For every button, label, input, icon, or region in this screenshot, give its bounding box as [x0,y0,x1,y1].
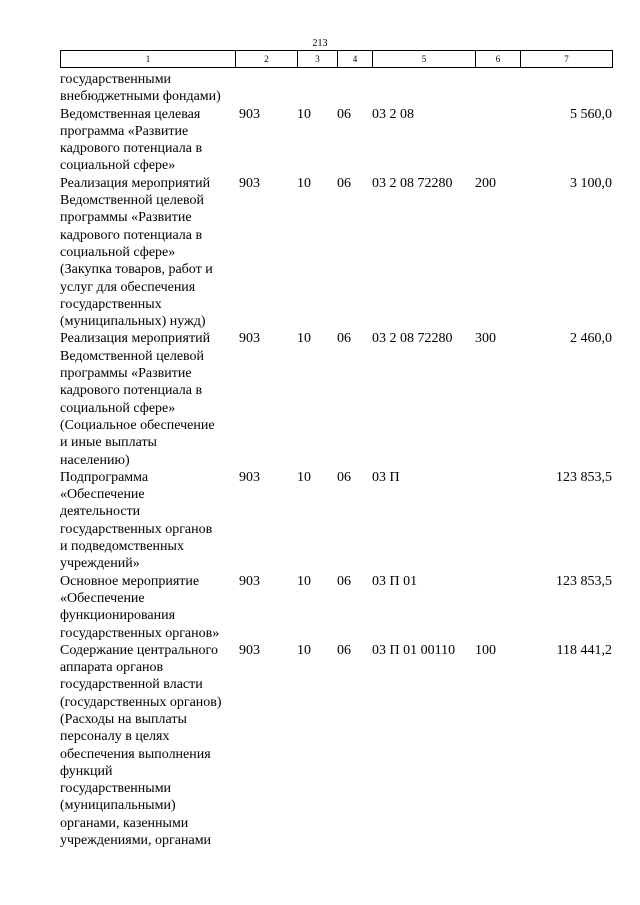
row-sum: 5 560,0 [570,106,612,122]
row-grbs: 903 [239,331,260,347]
row-csr: 03 П 01 [372,573,418,589]
row-csr: 03 2 08 72280 [372,331,453,347]
row-csr [372,71,475,106]
row-grbs: 903 [239,642,260,658]
row-vr [475,106,520,175]
row-sum: 123 853,5 [556,573,612,589]
page-number: 213 [312,38,328,49]
row-pr: 06 [337,642,351,658]
column-number-header [60,50,613,68]
row-grbs: 903 [239,106,260,122]
row-vr [475,71,520,106]
table-row [60,330,612,468]
row-pr: 06 [337,469,351,485]
row-grbs [235,71,297,106]
row-rz: 10 [297,175,311,191]
row-name: Ведомственная целевая программа «Развитие кадрового потенциала в социальной сфере» [60,106,203,174]
row-sum [520,71,612,106]
row-pr: 06 [337,573,351,589]
table-row [60,469,612,573]
budget-table [60,71,612,849]
row-name: Реализация мероприятий Ведомственной целевой программы «Развитие кадрового потенциала в социальной сфере» (Социальное обеспечение и иные выплаты населению) [60,331,215,468]
table-row [60,106,612,175]
row-rz: 10 [297,331,311,347]
table-row [60,175,612,331]
table-row [60,642,612,850]
col-header-5: 5 [373,51,476,68]
row-grbs: 903 [239,573,260,589]
col-header-3: 3 [298,51,338,68]
row-sum: 118 441,2 [556,642,612,658]
col-header-6: 6 [476,51,521,68]
row-name: государственными внебюджетными фондами) [60,72,221,105]
row-name: Содержание центрального аппарата органов государственной власти (государственных органов) (Расходы на выплаты персоналу в целях обеспечения выполнения функций государственными (муниципальными) органами, казенными учреждениями, органами [60,642,222,849]
row-vr: 100 [475,642,496,658]
table-row [60,573,612,642]
row-sum: 123 853,5 [556,469,612,485]
col-header-1: 1 [61,51,236,68]
row-rz: 10 [297,573,311,589]
row-pr: 06 [337,331,351,347]
col-header-7: 7 [521,51,613,68]
row-grbs: 903 [239,469,260,485]
row-pr [337,71,372,106]
row-vr [475,573,520,642]
row-sum: 3 100,0 [570,175,612,191]
row-csr: 03 2 08 72280 [372,175,453,191]
row-vr: 300 [475,331,496,347]
row-grbs: 903 [239,175,260,191]
row-vr [475,469,520,573]
row-sum: 2 460,0 [570,331,612,347]
row-vr: 200 [475,175,496,191]
row-pr: 06 [337,175,351,191]
row-pr: 06 [337,106,351,122]
row-csr: 03 П 01 00110 [372,642,456,658]
row-rz: 10 [297,469,311,485]
row-csr: 03 П [372,469,400,485]
row-name: Основное мероприятие «Обеспечение функционирования государственных органов» [60,573,220,641]
table-row [60,71,612,106]
row-name: Реализация мероприятий Ведомственной целевой программы «Развитие кадрового потенциала в социальной сфере» (Закупка товаров, работ и услуг для обеспечения государственных (муниципальных) нужд) [60,175,213,330]
row-rz: 10 [297,642,311,658]
col-header-4: 4 [338,51,373,68]
row-csr: 03 2 08 [372,106,414,122]
row-rz [297,71,337,106]
col-header-2: 2 [236,51,298,68]
row-rz: 10 [297,106,311,122]
row-name: Подпрограмма «Обеспечение деятельности государственных органов и подведомственных учреждений» [60,469,213,572]
